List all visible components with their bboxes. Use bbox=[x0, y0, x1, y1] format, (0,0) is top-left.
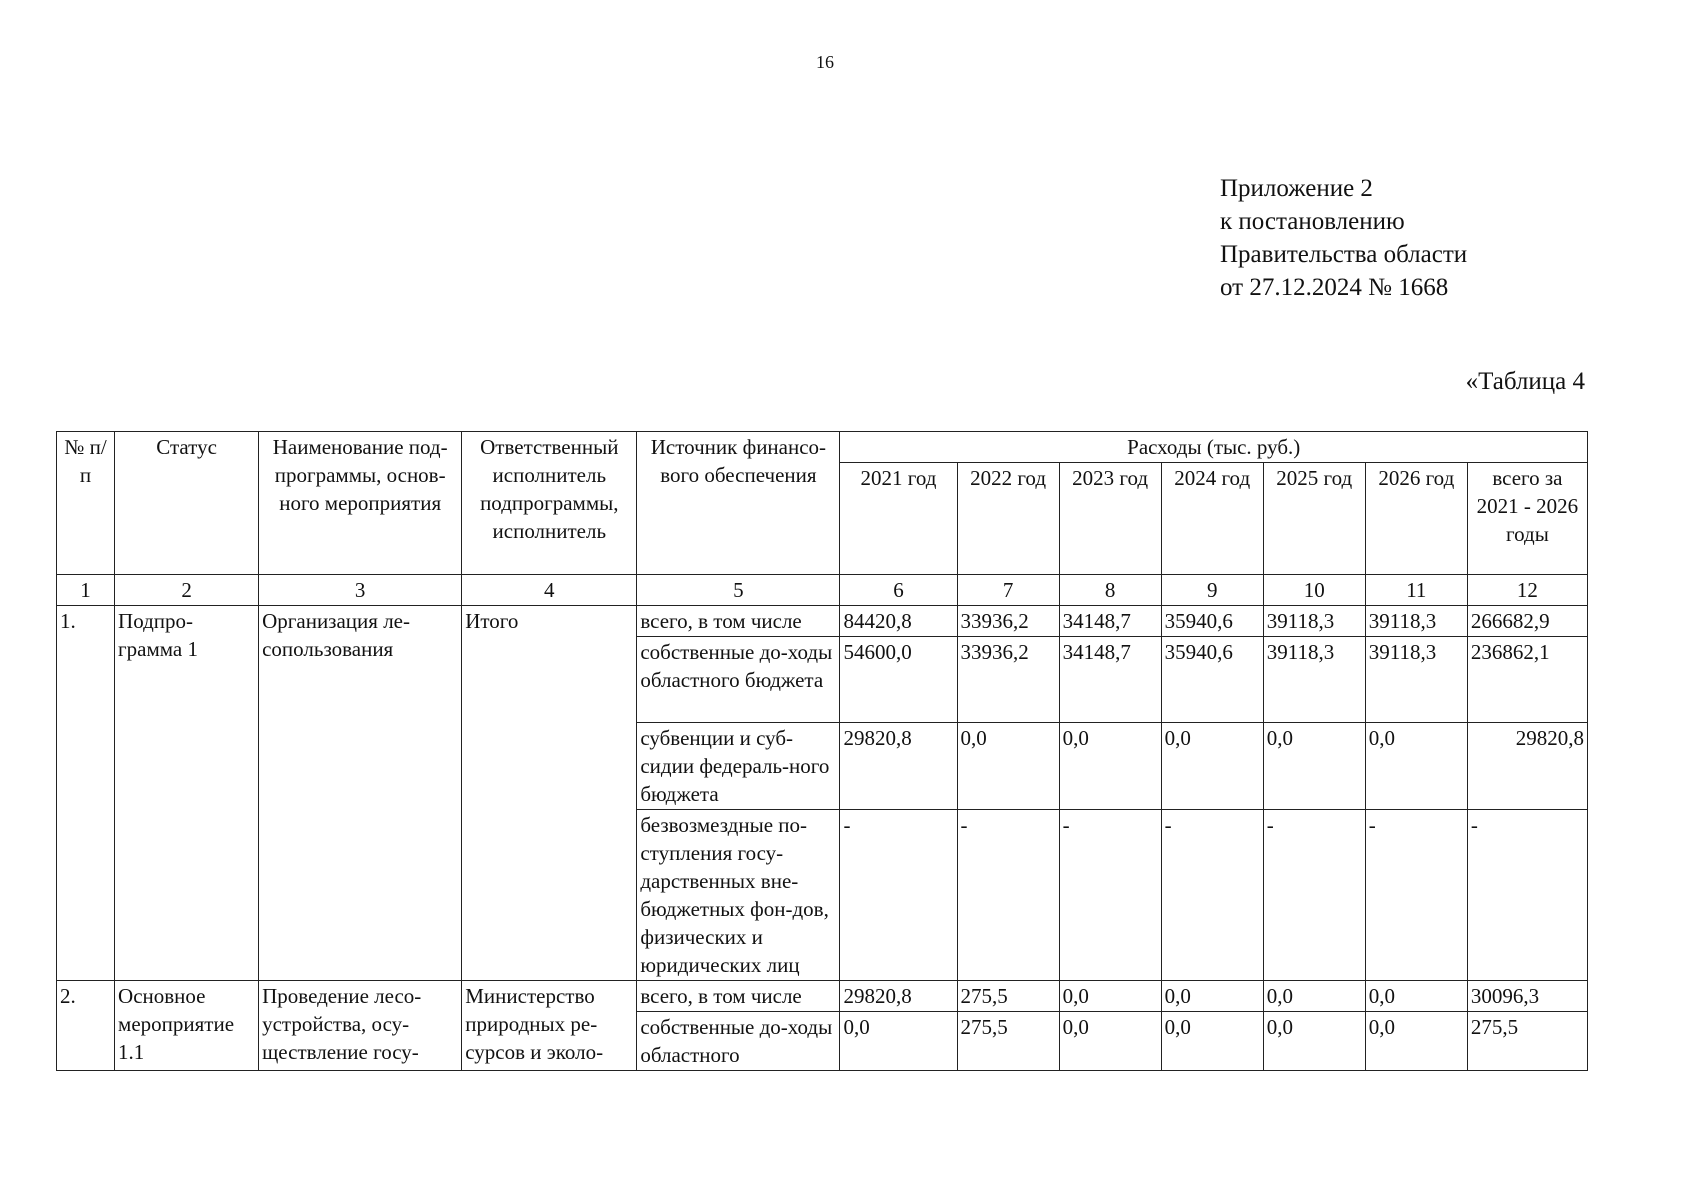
cell-value: 29820,8 bbox=[1467, 723, 1587, 810]
column-number: 2 bbox=[115, 575, 259, 606]
column-number: 1 bbox=[57, 575, 115, 606]
column-number: 4 bbox=[462, 575, 637, 606]
header-expenses: Расходы (тыс. руб.) bbox=[840, 432, 1588, 463]
appendix-block bbox=[1220, 172, 1467, 304]
row-status: Основное мероприятие 1.1 bbox=[115, 981, 259, 1071]
cell-value: 0,0 bbox=[1059, 981, 1161, 1012]
table-caption: «Таблица 4 bbox=[1465, 368, 1585, 395]
cell-value: 34148,7 bbox=[1059, 606, 1161, 637]
cell-value: - bbox=[957, 810, 1059, 981]
cell-value: - bbox=[1161, 810, 1263, 981]
cell-value: 0,0 bbox=[1161, 723, 1263, 810]
column-number: 9 bbox=[1161, 575, 1263, 606]
cell-value: 0,0 bbox=[1365, 1012, 1467, 1071]
header-name: Наименование под-программы, основ-ного мероприятия bbox=[259, 432, 462, 575]
cell-value: 0,0 bbox=[1263, 1012, 1365, 1071]
header-source: Источник финансо-вого обеспечения bbox=[637, 432, 840, 575]
header-year-2025: 2025 год bbox=[1263, 463, 1365, 575]
header-total: всего за 2021 - 2026 годы bbox=[1467, 463, 1587, 575]
row-source: безвозмездные по-ступления госу-дарственных вне-бюджетных фон-дов, физических и юридических лиц bbox=[637, 810, 840, 981]
cell-value: - bbox=[840, 810, 957, 981]
cell-value: 39118,3 bbox=[1365, 637, 1467, 723]
row-source: всего, в том числе bbox=[637, 981, 840, 1012]
appendix-line-2: к постановлению bbox=[1220, 208, 1405, 235]
cell-value: 0,0 bbox=[957, 723, 1059, 810]
header-year-2023: 2023 год bbox=[1059, 463, 1161, 575]
column-number: 5 bbox=[637, 575, 840, 606]
column-number: 7 bbox=[957, 575, 1059, 606]
cell-value: 266682,9 bbox=[1467, 606, 1587, 637]
row-num: 1. bbox=[57, 606, 115, 981]
cell-value: 39118,3 bbox=[1263, 606, 1365, 637]
row-executor: Итого bbox=[462, 606, 637, 981]
cell-value: - bbox=[1365, 810, 1467, 981]
cell-value: 54600,0 bbox=[840, 637, 957, 723]
cell-value: 39118,3 bbox=[1263, 637, 1365, 723]
column-number: 8 bbox=[1059, 575, 1161, 606]
row-name: Проведение лесо-устройства, осу-ществление госу- bbox=[259, 981, 462, 1071]
cell-value: 29820,8 bbox=[840, 981, 957, 1012]
cell-value: 29820,8 bbox=[840, 723, 957, 810]
row-source: собственные до-ходы областного бюджета bbox=[637, 637, 840, 723]
column-number: 6 bbox=[840, 575, 957, 606]
cell-value: 30096,3 bbox=[1467, 981, 1587, 1012]
cell-value: 0,0 bbox=[1161, 1012, 1263, 1071]
header-year-2026: 2026 год bbox=[1365, 463, 1467, 575]
row-source: субвенции и суб-сидии федераль-ного бюджета bbox=[637, 723, 840, 810]
cell-value: 34148,7 bbox=[1059, 637, 1161, 723]
cell-value: - bbox=[1059, 810, 1161, 981]
cell-value: - bbox=[1467, 810, 1587, 981]
cell-value: 275,5 bbox=[957, 1012, 1059, 1071]
cell-value: 236862,1 bbox=[1467, 637, 1587, 723]
header-executor: Ответственный исполнитель подпрограммы, исполнитель bbox=[462, 432, 637, 575]
cell-value: 39118,3 bbox=[1365, 606, 1467, 637]
row-source: всего, в том числе bbox=[637, 606, 840, 637]
cell-value: 0,0 bbox=[840, 1012, 957, 1071]
budget-table bbox=[56, 431, 1588, 1071]
header-year-2021: 2021 год bbox=[840, 463, 957, 575]
cell-value: 33936,2 bbox=[957, 637, 1059, 723]
header-num: № п/п bbox=[57, 432, 115, 575]
appendix-line-1: Приложение 2 bbox=[1220, 175, 1373, 202]
row-name: Организация ле-сопользования bbox=[259, 606, 462, 981]
appendix-line-3: Правительства области bbox=[1220, 241, 1468, 268]
cell-value: 0,0 bbox=[1365, 723, 1467, 810]
table-row bbox=[57, 981, 1588, 1012]
column-number: 10 bbox=[1263, 575, 1365, 606]
cell-value: 0,0 bbox=[1059, 1012, 1161, 1071]
row-status: Подпро-грамма 1 bbox=[115, 606, 259, 981]
cell-value: - bbox=[1263, 810, 1365, 981]
header-status: Статус bbox=[115, 432, 259, 575]
header-year-2024: 2024 год bbox=[1161, 463, 1263, 575]
row-source: собственные до-ходы областного bbox=[637, 1012, 840, 1071]
cell-value: 33936,2 bbox=[957, 606, 1059, 637]
column-number: 3 bbox=[259, 575, 462, 606]
page-number: 16 bbox=[816, 52, 834, 72]
cell-value: 35940,6 bbox=[1161, 637, 1263, 723]
cell-value: 0,0 bbox=[1161, 981, 1263, 1012]
appendix-line-4: от 27.12.2024 № 1668 bbox=[1220, 274, 1449, 301]
cell-value: 0,0 bbox=[1263, 981, 1365, 1012]
cell-value: 275,5 bbox=[1467, 1012, 1587, 1071]
column-number: 12 bbox=[1467, 575, 1587, 606]
column-number: 11 bbox=[1365, 575, 1467, 606]
cell-value: 0,0 bbox=[1263, 723, 1365, 810]
cell-value: 84420,8 bbox=[840, 606, 957, 637]
cell-value: 35940,6 bbox=[1161, 606, 1263, 637]
cell-value: 0,0 bbox=[1365, 981, 1467, 1012]
cell-value: 0,0 bbox=[1059, 723, 1161, 810]
table-row bbox=[57, 606, 1588, 637]
row-executor: Министерство природных ре-сурсов и эколо- bbox=[462, 981, 637, 1071]
header-year-2022: 2022 год bbox=[957, 463, 1059, 575]
row-num: 2. bbox=[57, 981, 115, 1071]
cell-value: 275,5 bbox=[957, 981, 1059, 1012]
